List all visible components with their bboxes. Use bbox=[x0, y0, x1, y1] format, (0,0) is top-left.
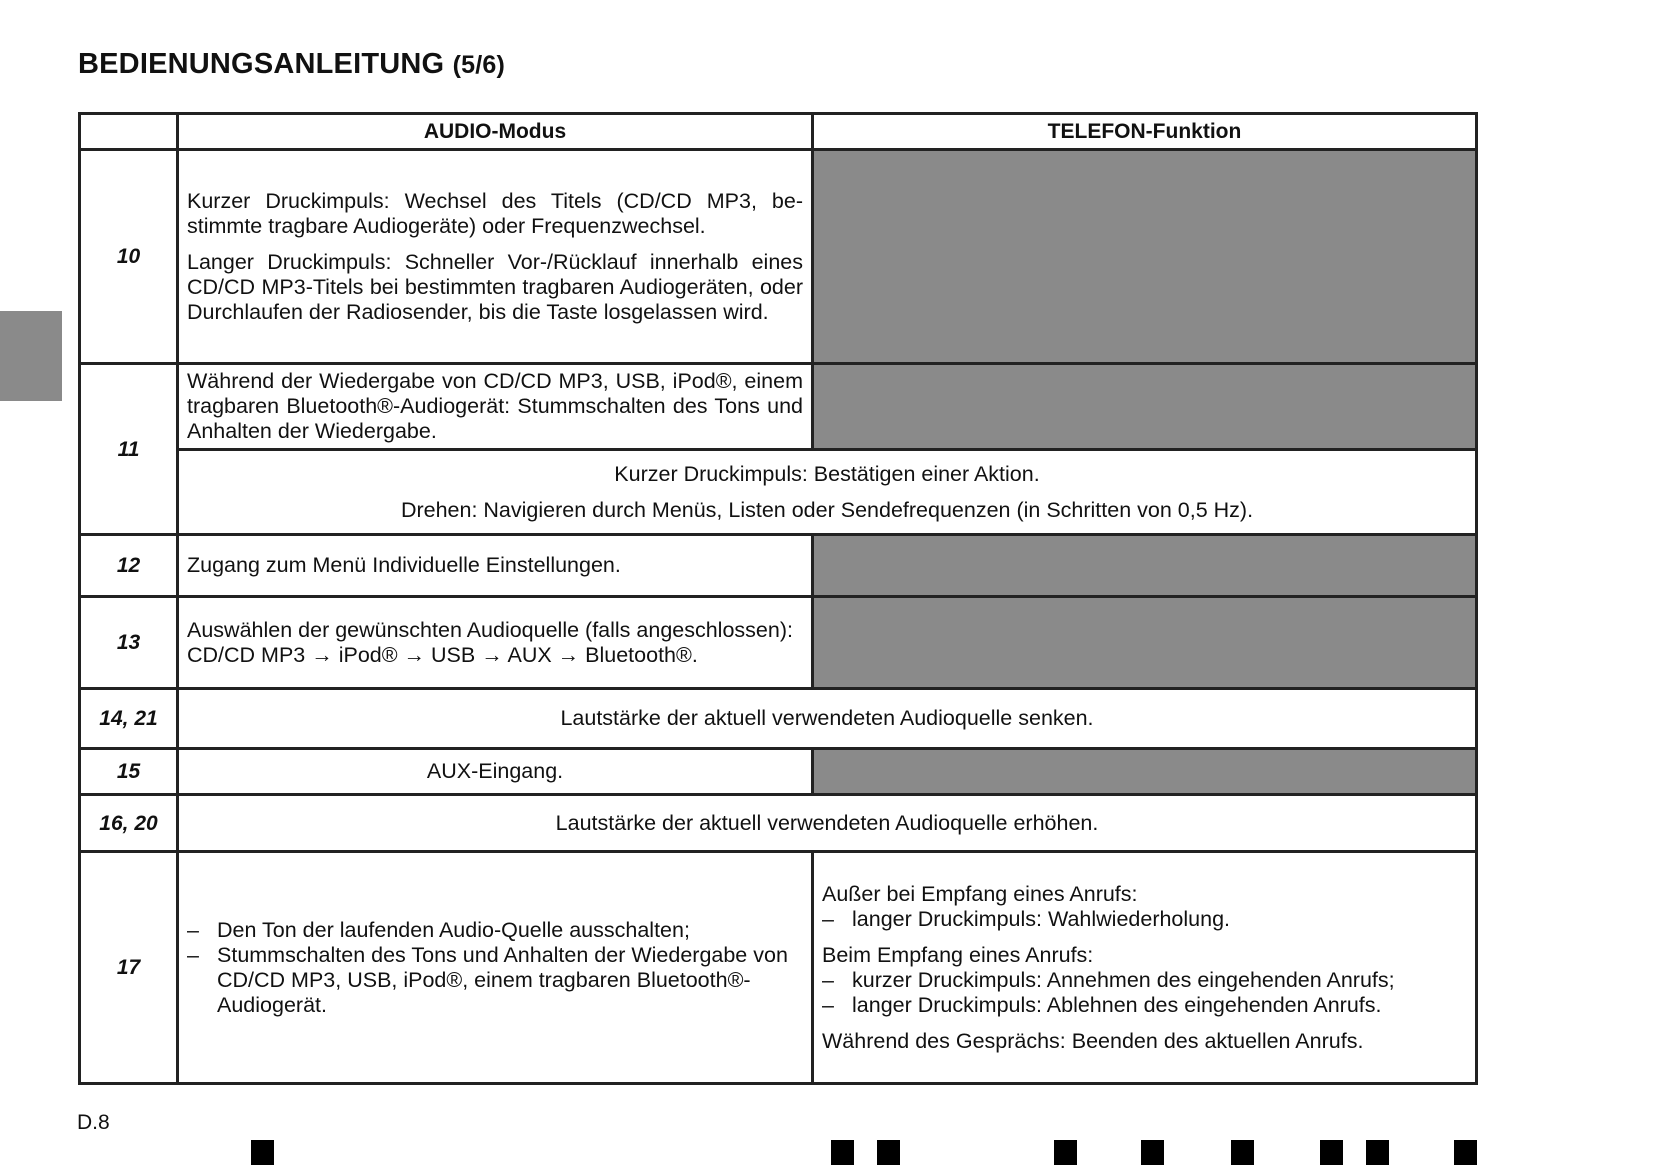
audio-text: Auswählen der gewünschten Audioquelle (falls angeschlossen): bbox=[187, 617, 793, 642]
table-row-10 bbox=[80, 150, 1477, 364]
phone-cell-unavailable bbox=[813, 597, 1477, 689]
section-tab-marker bbox=[0, 311, 62, 401]
table-row-14-21 bbox=[80, 689, 1477, 749]
audio-list bbox=[187, 918, 803, 1018]
table-row-11 bbox=[80, 364, 1477, 450]
audio-text: Kurzer Druckimpuls: Wechsel des Titels (CD/CD MP3, be-stimmte tragbare Audiogeräte) oder Frequenzwechsel. bbox=[187, 188, 803, 238]
shared-cell: Lautstärke der aktuell verwendeten Audioquelle erhöhen. bbox=[178, 795, 1477, 852]
row-number: 15 bbox=[80, 749, 178, 795]
page-title bbox=[78, 48, 505, 81]
row-number: 10 bbox=[80, 150, 178, 364]
row-number: 11 bbox=[80, 364, 178, 535]
audio-cell: Zugang zum Menü Individuelle Einstellungen. bbox=[178, 535, 813, 597]
list-item: – kurzer Druckimpuls: Annehmen des eingehenden Anrufs; bbox=[822, 968, 1467, 993]
phone-cell bbox=[813, 852, 1477, 1084]
shared-text: Kurzer Druckimpuls: Bestätigen einer Aktion. bbox=[614, 461, 1040, 486]
table-row-15 bbox=[80, 749, 1477, 795]
page-number: D.8 bbox=[77, 1111, 110, 1134]
list-item: – langer Druckimpuls: Wahlwiederholung. bbox=[822, 907, 1467, 932]
crop-mark bbox=[1054, 1140, 1077, 1165]
row-number: 17 bbox=[80, 852, 178, 1084]
audio-cell bbox=[178, 150, 813, 364]
table-row-13 bbox=[80, 597, 1477, 689]
header-number bbox=[80, 114, 178, 150]
phone-heading: Außer bei Empfang eines Anrufs: bbox=[822, 881, 1138, 906]
audio-cell bbox=[178, 852, 813, 1084]
phone-cell-unavailable bbox=[813, 364, 1477, 450]
audio-cell bbox=[178, 364, 813, 450]
audio-text: CD/CD MP3 → iPod® → USB → AUX → Bluetooth®. bbox=[187, 642, 698, 667]
phone-cell-unavailable bbox=[813, 749, 1477, 795]
crop-mark bbox=[831, 1140, 854, 1165]
phone-heading: Beim Empfang eines Anrufs: bbox=[822, 942, 1094, 967]
table-row-16-20 bbox=[80, 795, 1477, 852]
phone-text: Während des Gesprächs: Beenden des aktuellen Anrufs. bbox=[822, 1028, 1364, 1053]
audio-cell: AUX-Eingang. bbox=[178, 749, 813, 795]
crop-mark bbox=[1366, 1140, 1389, 1165]
list-item: – langer Druckimpuls: Ablehnen des eingehenden Anrufs. bbox=[822, 993, 1467, 1018]
row-number: 14, 21 bbox=[80, 689, 178, 749]
crop-mark bbox=[1320, 1140, 1343, 1165]
shared-cell: Lautstärke der aktuell verwendeten Audioquelle senken. bbox=[178, 689, 1477, 749]
header-phone-function: TELEFON-Funktion bbox=[813, 114, 1477, 150]
shared-cell bbox=[178, 450, 1477, 535]
audio-text: Während der Wiedergabe von CD/CD MP3, USB, iPod®, einem tragbaren Bluetooth®-Audiogerät: Stummschalten des Tons und Anhalten der Wiedergabe. bbox=[187, 369, 803, 443]
crop-mark bbox=[1141, 1140, 1164, 1165]
page-title-text: BEDIENUNGSANLEITUNG bbox=[78, 48, 445, 80]
audio-text: Langer Druckimpuls: Schneller Vor-/Rücklauf innerhalb eines CD/CD MP3-Titels bei bestimmten tragbaren Audiogeräten, oder Durchlaufen der Radiosender, bis die Taste losgelassen wird. bbox=[187, 249, 803, 324]
phone-cell-unavailable bbox=[813, 150, 1477, 364]
shared-text: Drehen: Navigieren durch Menüs, Listen oder Sendefrequenzen (in Schritten von 0,5 Hz). bbox=[400, 497, 1254, 522]
list-item: – Den Ton der laufenden Audio-Quelle ausschalten; bbox=[187, 918, 803, 943]
crop-mark bbox=[1454, 1140, 1477, 1165]
row-number: 13 bbox=[80, 597, 178, 689]
crop-mark bbox=[1231, 1140, 1254, 1165]
phone-list bbox=[822, 907, 1467, 932]
table-row-11-shared bbox=[80, 450, 1477, 535]
phone-cell-unavailable bbox=[813, 535, 1477, 597]
table-header-row bbox=[80, 114, 1477, 150]
row-number: 16, 20 bbox=[80, 795, 178, 852]
phone-list bbox=[822, 968, 1467, 1018]
table-row-17 bbox=[80, 852, 1477, 1084]
page-title-part: (5/6) bbox=[452, 51, 505, 79]
table-row-12 bbox=[80, 535, 1477, 597]
crop-mark bbox=[251, 1140, 274, 1165]
list-item: – Stummschalten des Tons und Anhalten der Wiedergabe von CD/CD MP3, USB, iPod®, einem tragbaren Bluetooth®-Audiogerät. bbox=[187, 943, 803, 1018]
audio-cell bbox=[178, 597, 813, 689]
header-audio-mode: AUDIO-Modus bbox=[178, 114, 813, 150]
row-number: 12 bbox=[80, 535, 178, 597]
crop-mark bbox=[877, 1140, 900, 1165]
controls-table bbox=[78, 112, 1478, 1085]
